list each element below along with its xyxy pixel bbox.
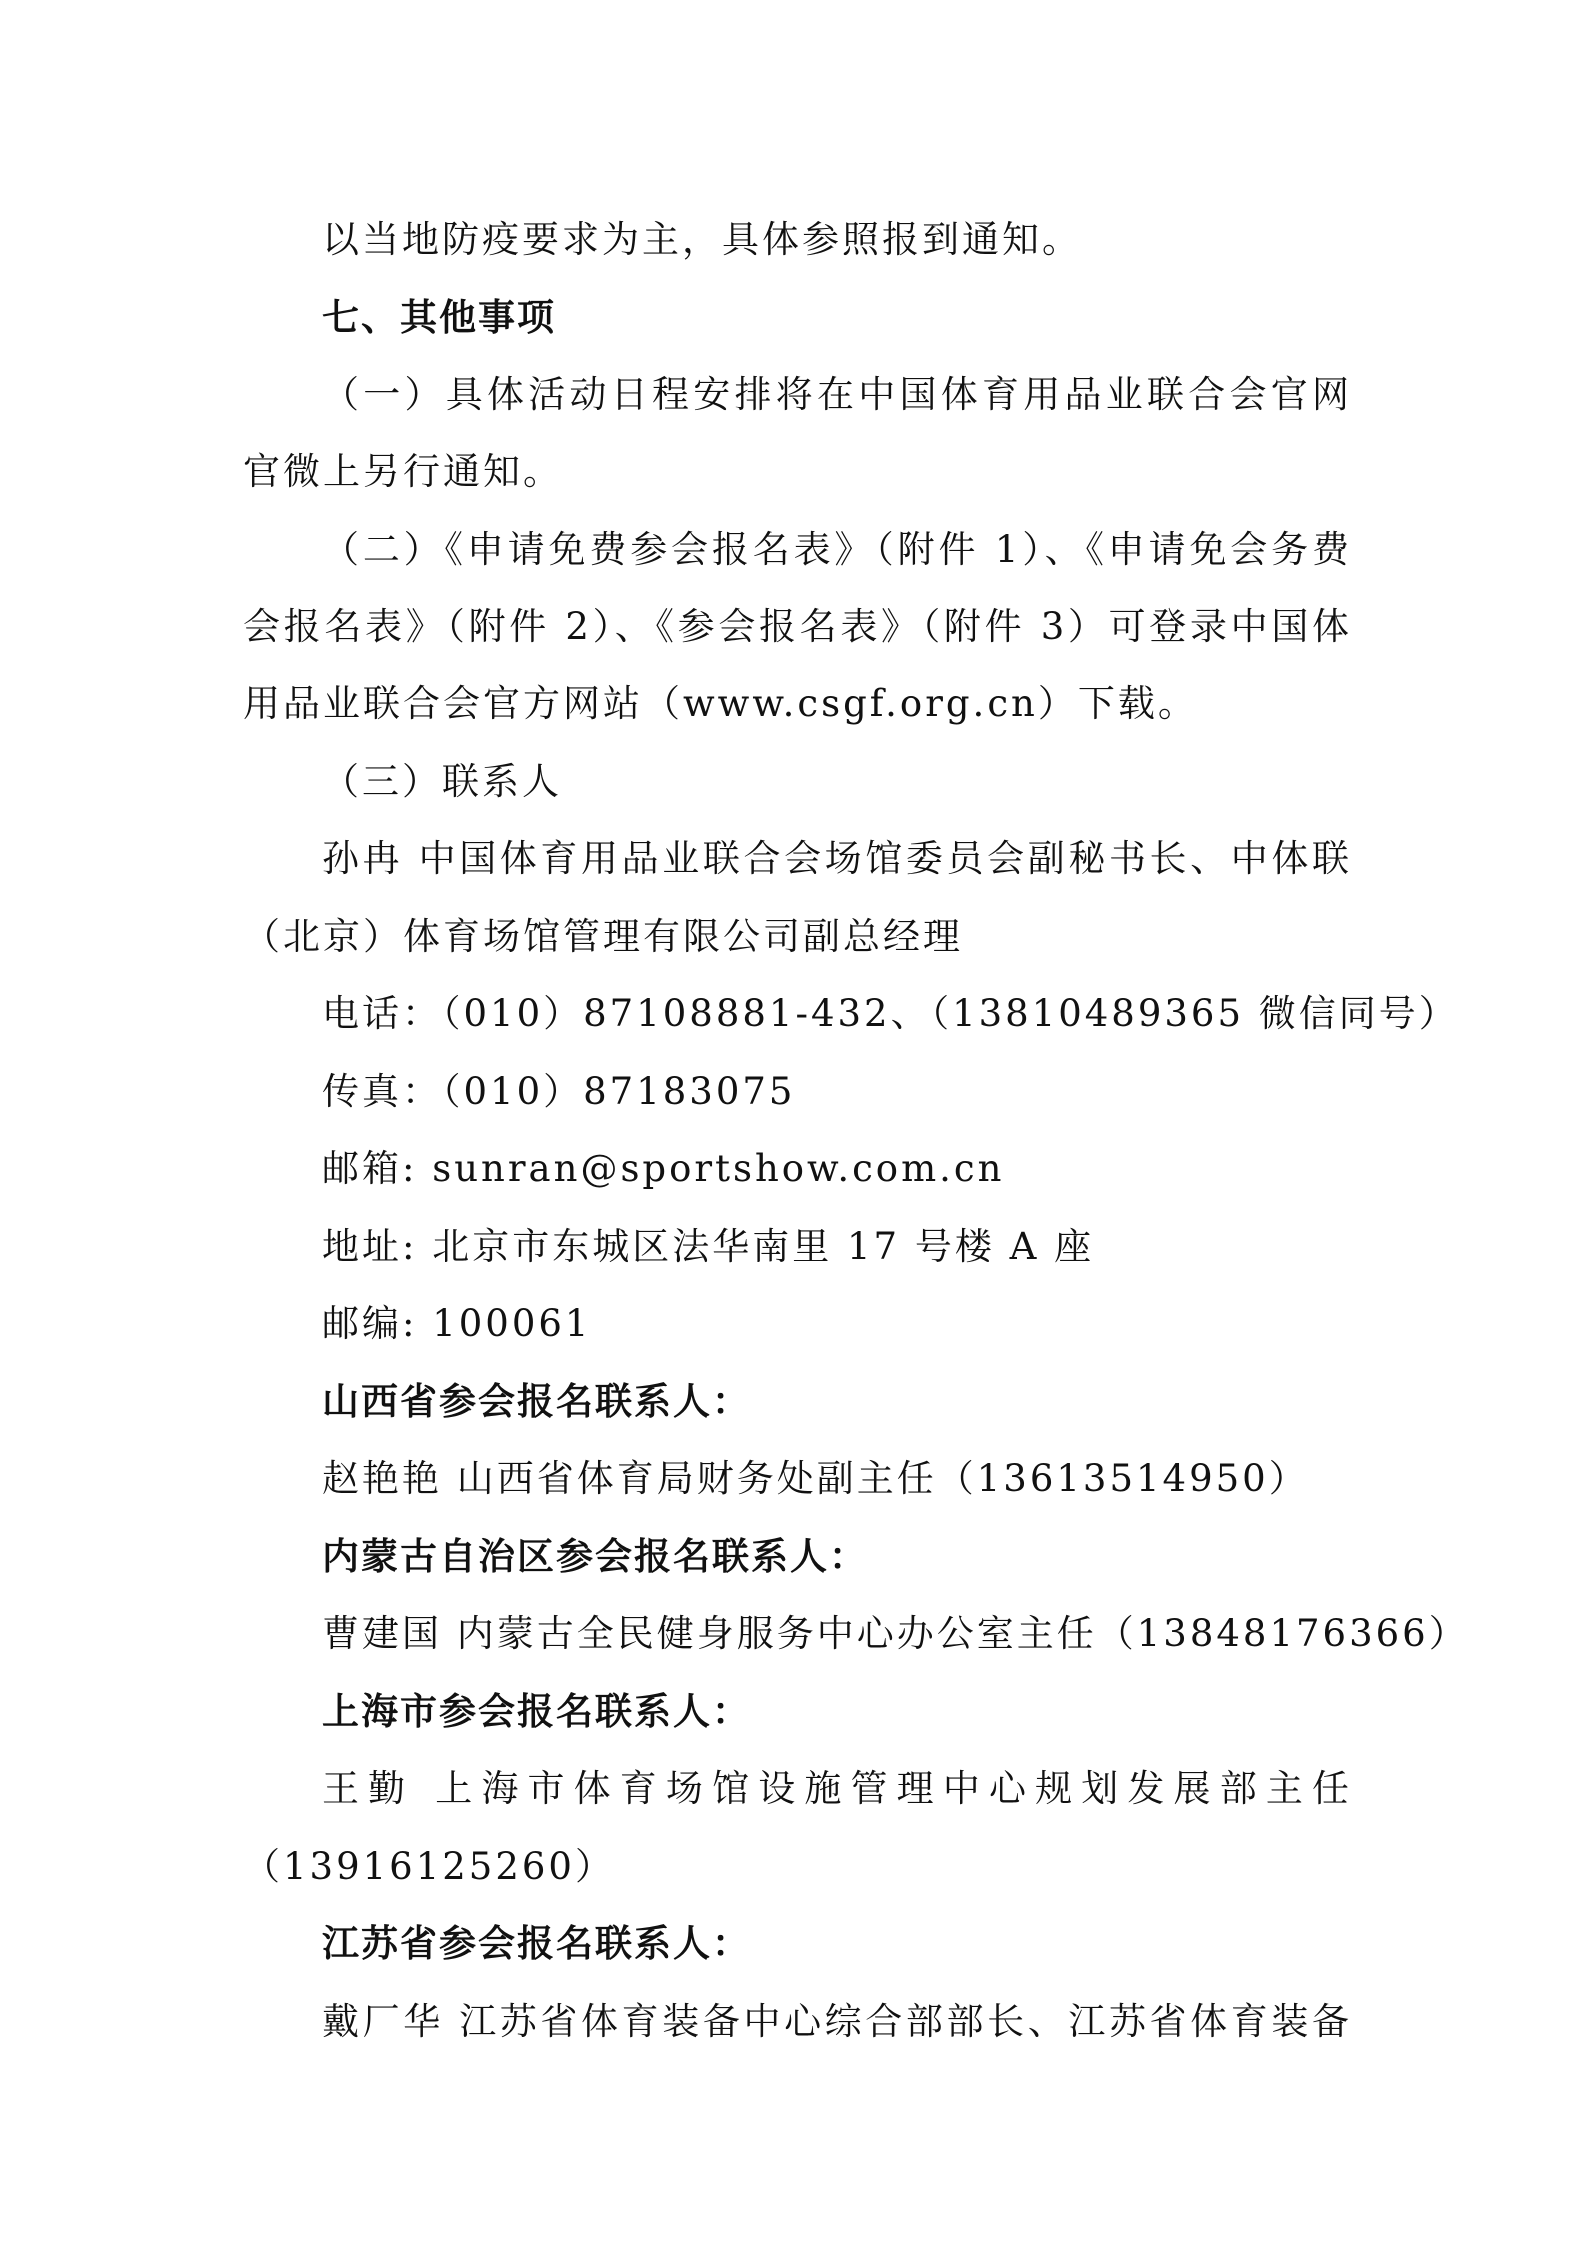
contact-line-sunran-cont: （北京）体育场馆管理有限公司副总经理 (243, 915, 963, 958)
paragraph-line-item-2: （二）《申请免费参会报名表》（附件 1）、《申请免会务费 (322, 528, 1352, 571)
paragraph-line-item-2-cont: 会报名表》（附件 2）、《参会报名表》（附件 3）可登录中国体 (243, 605, 1352, 648)
contact-fax: 传真：（010）87183075 (322, 1070, 796, 1113)
contact-address: 地址: 北京市东城区法华南里 17 号楼 A 座 (322, 1225, 1095, 1268)
contact-email: 邮箱: sunran@sportshow.com.cn (322, 1147, 1005, 1190)
heading-shanxi-contact: 山西省参会报名联系人： (322, 1380, 751, 1423)
heading-inner-mongolia-contact: 内蒙古自治区参会报名联系人： (322, 1535, 868, 1578)
section-heading-other-matters: 七、其他事项 (322, 296, 556, 339)
paragraph-line-epidemic: 以当地防疫要求为主，具体参照报到通知。 (322, 218, 1082, 261)
contact-phone: 电话：（010）87108881-432、（13810489365 微信同号） (322, 992, 1459, 1035)
contact-line-shanghai: 王勤 上海市体育场馆设施管理中心规划发展部主任 (322, 1767, 1352, 1810)
contact-postcode: 邮编: 100061 (322, 1302, 592, 1345)
contact-line-inner-mongolia: 曹建国 内蒙古全民健身服务中心办公室主任（13848176366） (322, 1612, 1469, 1655)
paragraph-line-item-3-contacts: （三）联系人 (322, 760, 562, 803)
contact-line-shanxi: 赵艳艳 山西省体育局财务处副主任（13613514950） (322, 1457, 1309, 1500)
contact-line-jiangsu: 戴厂华 江苏省体育装备中心综合部部长、江苏省体育装备 (322, 2000, 1352, 2043)
paragraph-line-item-2-download: 用品业联合会官方网站（www.csgf.org.cn）下载。 (243, 682, 1198, 725)
paragraph-line-item-1: （一）具体活动日程安排将在中国体育用品业联合会官网 (322, 373, 1352, 416)
heading-jiangsu-contact: 江苏省参会报名联系人： (322, 1922, 751, 1965)
heading-shanghai-contact: 上海市参会报名联系人： (322, 1690, 751, 1733)
paragraph-line-item-1-cont: 官微上另行通知。 (243, 450, 563, 493)
contact-line-sunran: 孙冉 中国体育用品业联合会场馆委员会副秘书长、中体联 (322, 837, 1352, 880)
contact-line-shanghai-phone: （13916125260） (243, 1845, 615, 1888)
